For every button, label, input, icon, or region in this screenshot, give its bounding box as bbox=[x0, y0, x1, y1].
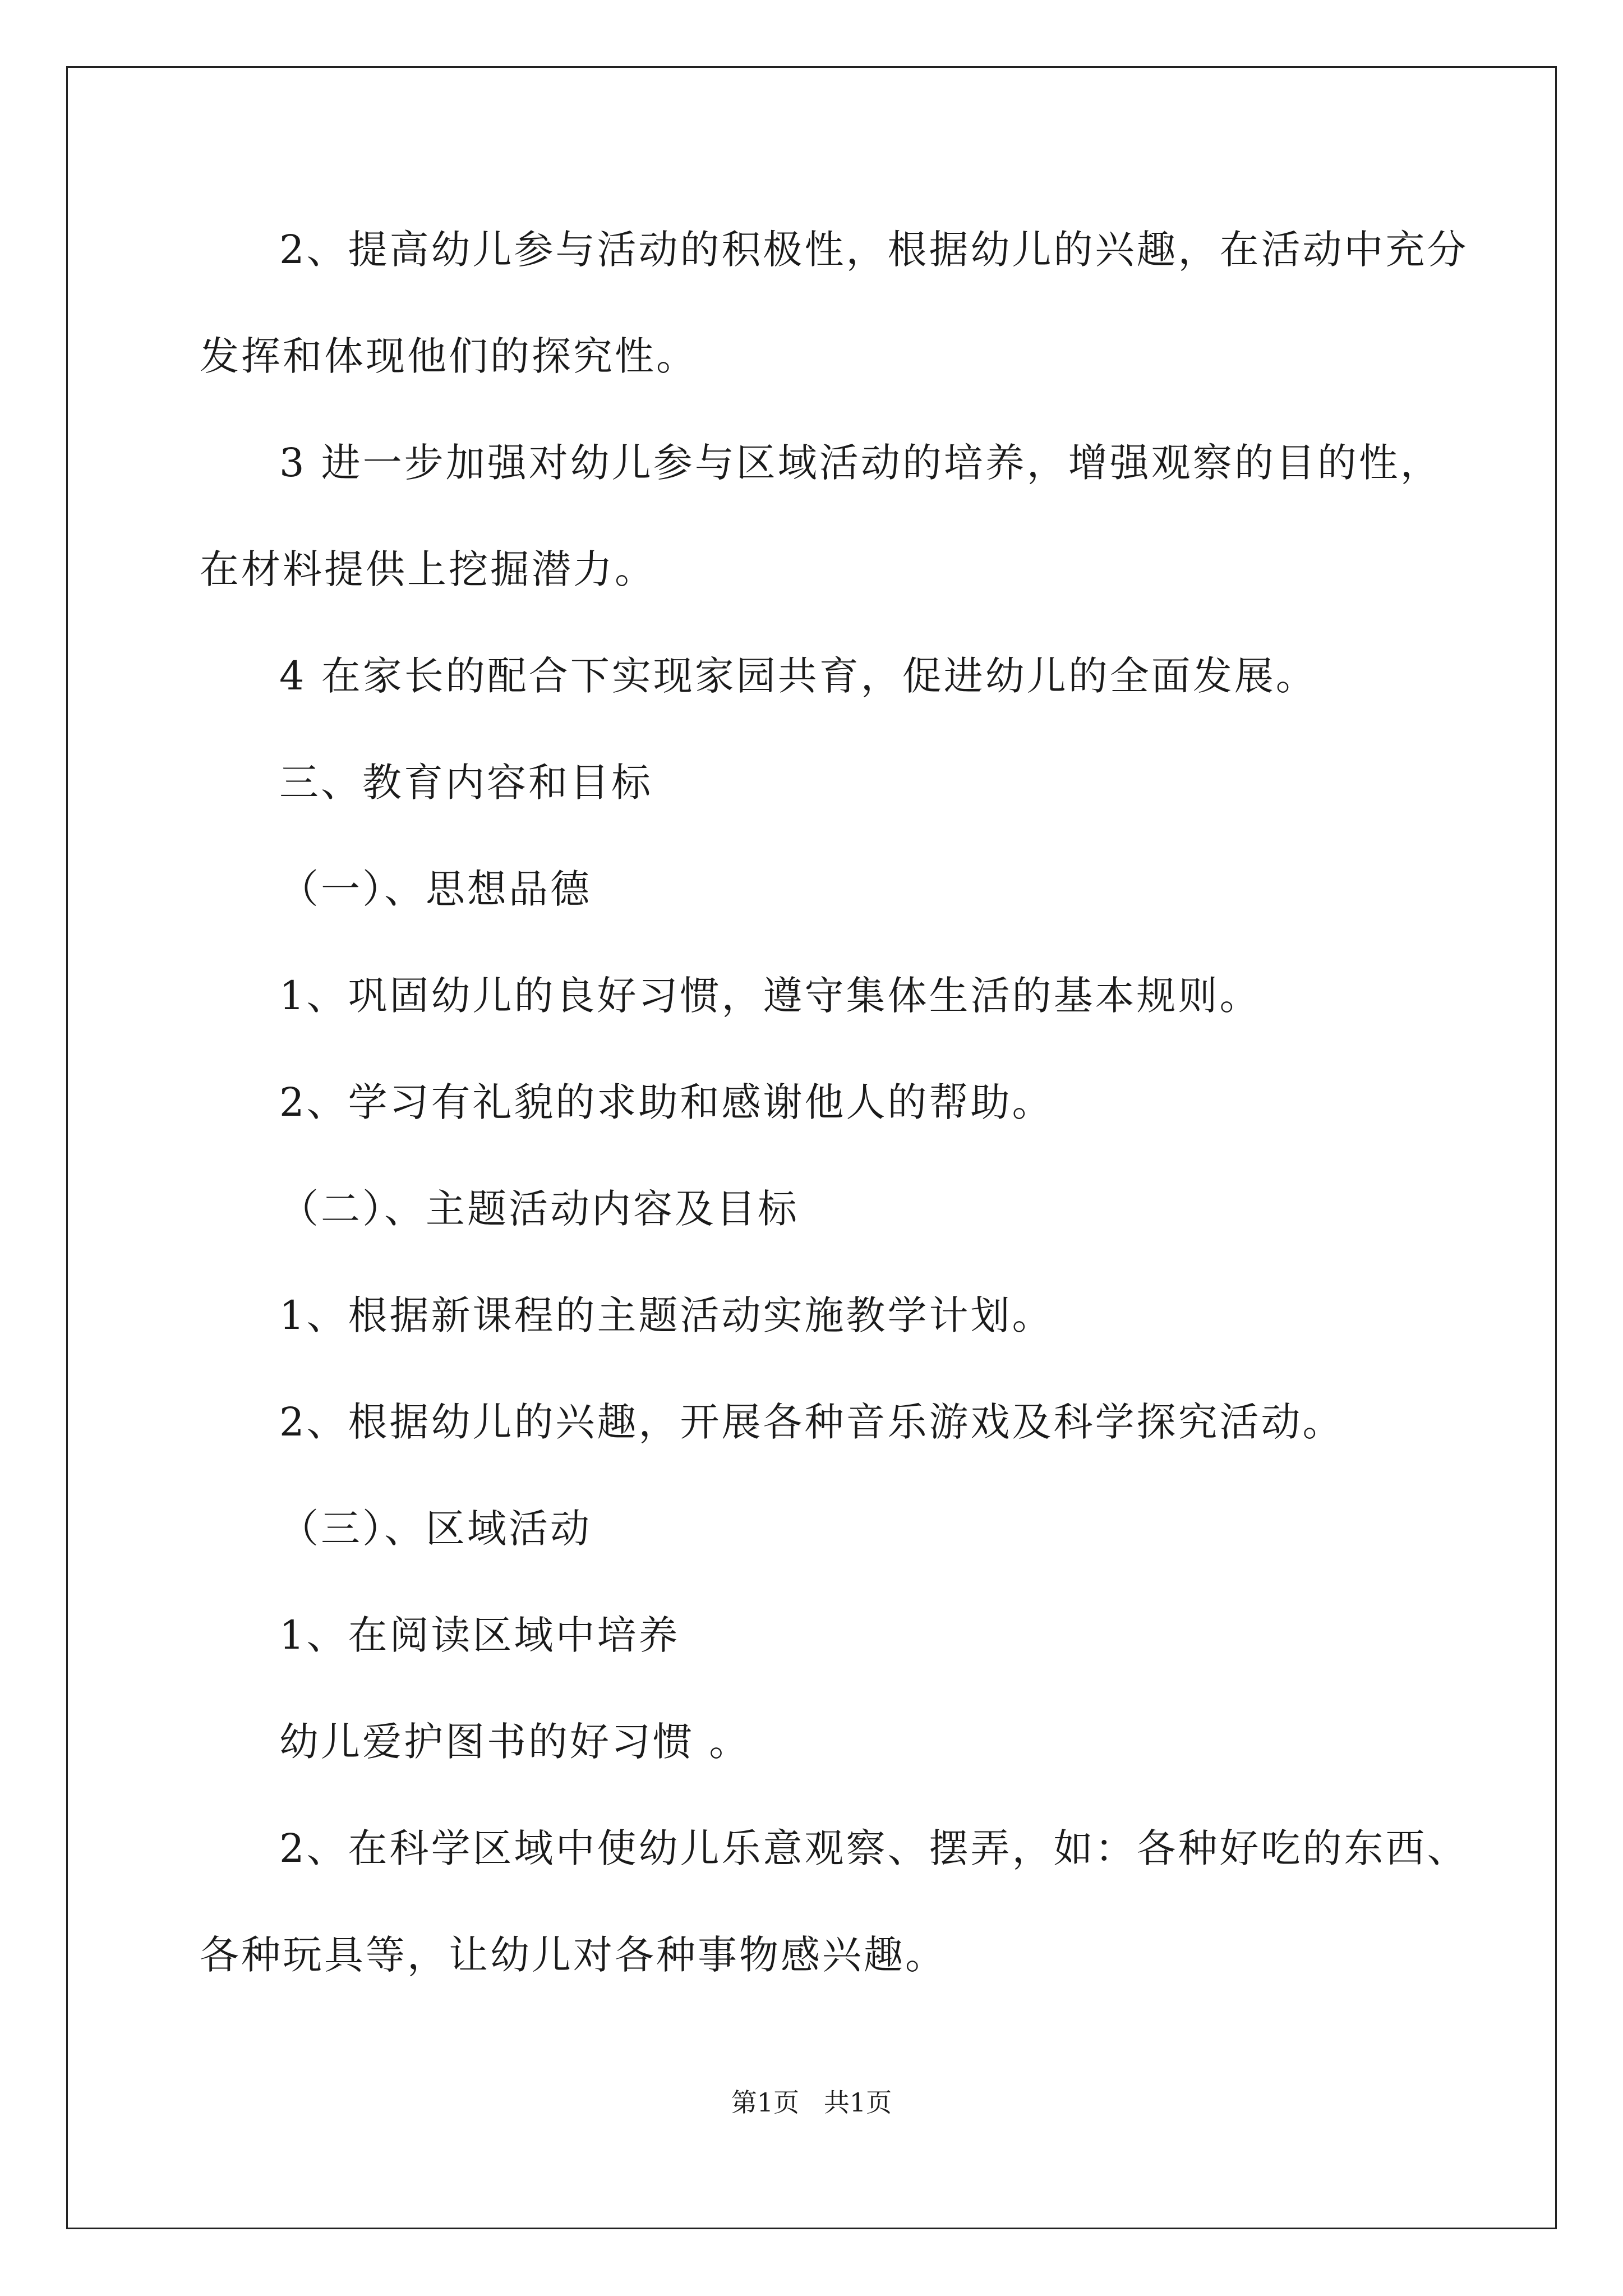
paragraph-line: 发挥和体现他们的探究性。 bbox=[200, 333, 698, 379]
subsection-heading: （二）、主题活动内容及目标 bbox=[279, 1186, 799, 1232]
section-heading: 三、教育内容和目标 bbox=[279, 760, 653, 806]
paragraph-line: 在材料提供上挖掘潜力。 bbox=[200, 546, 656, 592]
paragraph-line: 1、在阅读区域中培养 bbox=[279, 1612, 680, 1658]
paragraph-line: 2、根据幼儿的兴趣，开展各种音乐游戏及科学探究活动。 bbox=[279, 1399, 1344, 1445]
subsection-heading: （一）、思想品德 bbox=[279, 866, 592, 912]
paragraph-line: 各种玩具等，让幼儿对各种事物感兴趣。 bbox=[200, 1932, 947, 1978]
paragraph-line: 3 进一步加强对幼儿参与区域活动的培养，增强观察的目的性， bbox=[279, 440, 1442, 486]
paragraph-line: 2、提高幼儿参与活动的积极性，根据幼儿的兴趣，在活动中充分 bbox=[279, 227, 1469, 273]
paragraph-line: 1、巩固幼儿的良好习惯，遵守集体生活的基本规则。 bbox=[279, 973, 1261, 1019]
paragraph-line: 2、在科学区域中使幼儿乐意观察、摆弄，如：各种好吃的东西、 bbox=[279, 1825, 1469, 1871]
subsection-heading: （三）、区域活动 bbox=[279, 1506, 592, 1552]
page-number-footer: 第1页 共1页 bbox=[731, 2087, 892, 2118]
paragraph-line: 4 在家长的配合下实现家园共育，促进幼儿的全面发展。 bbox=[279, 653, 1317, 699]
paragraph-line: 1、根据新课程的主题活动实施教学计划。 bbox=[279, 1292, 1054, 1338]
paragraph-line: 幼儿爱护图书的好习惯 。 bbox=[279, 1719, 751, 1765]
paragraph-line: 2、学习有礼貌的求助和感谢他人的帮助。 bbox=[279, 1079, 1054, 1125]
